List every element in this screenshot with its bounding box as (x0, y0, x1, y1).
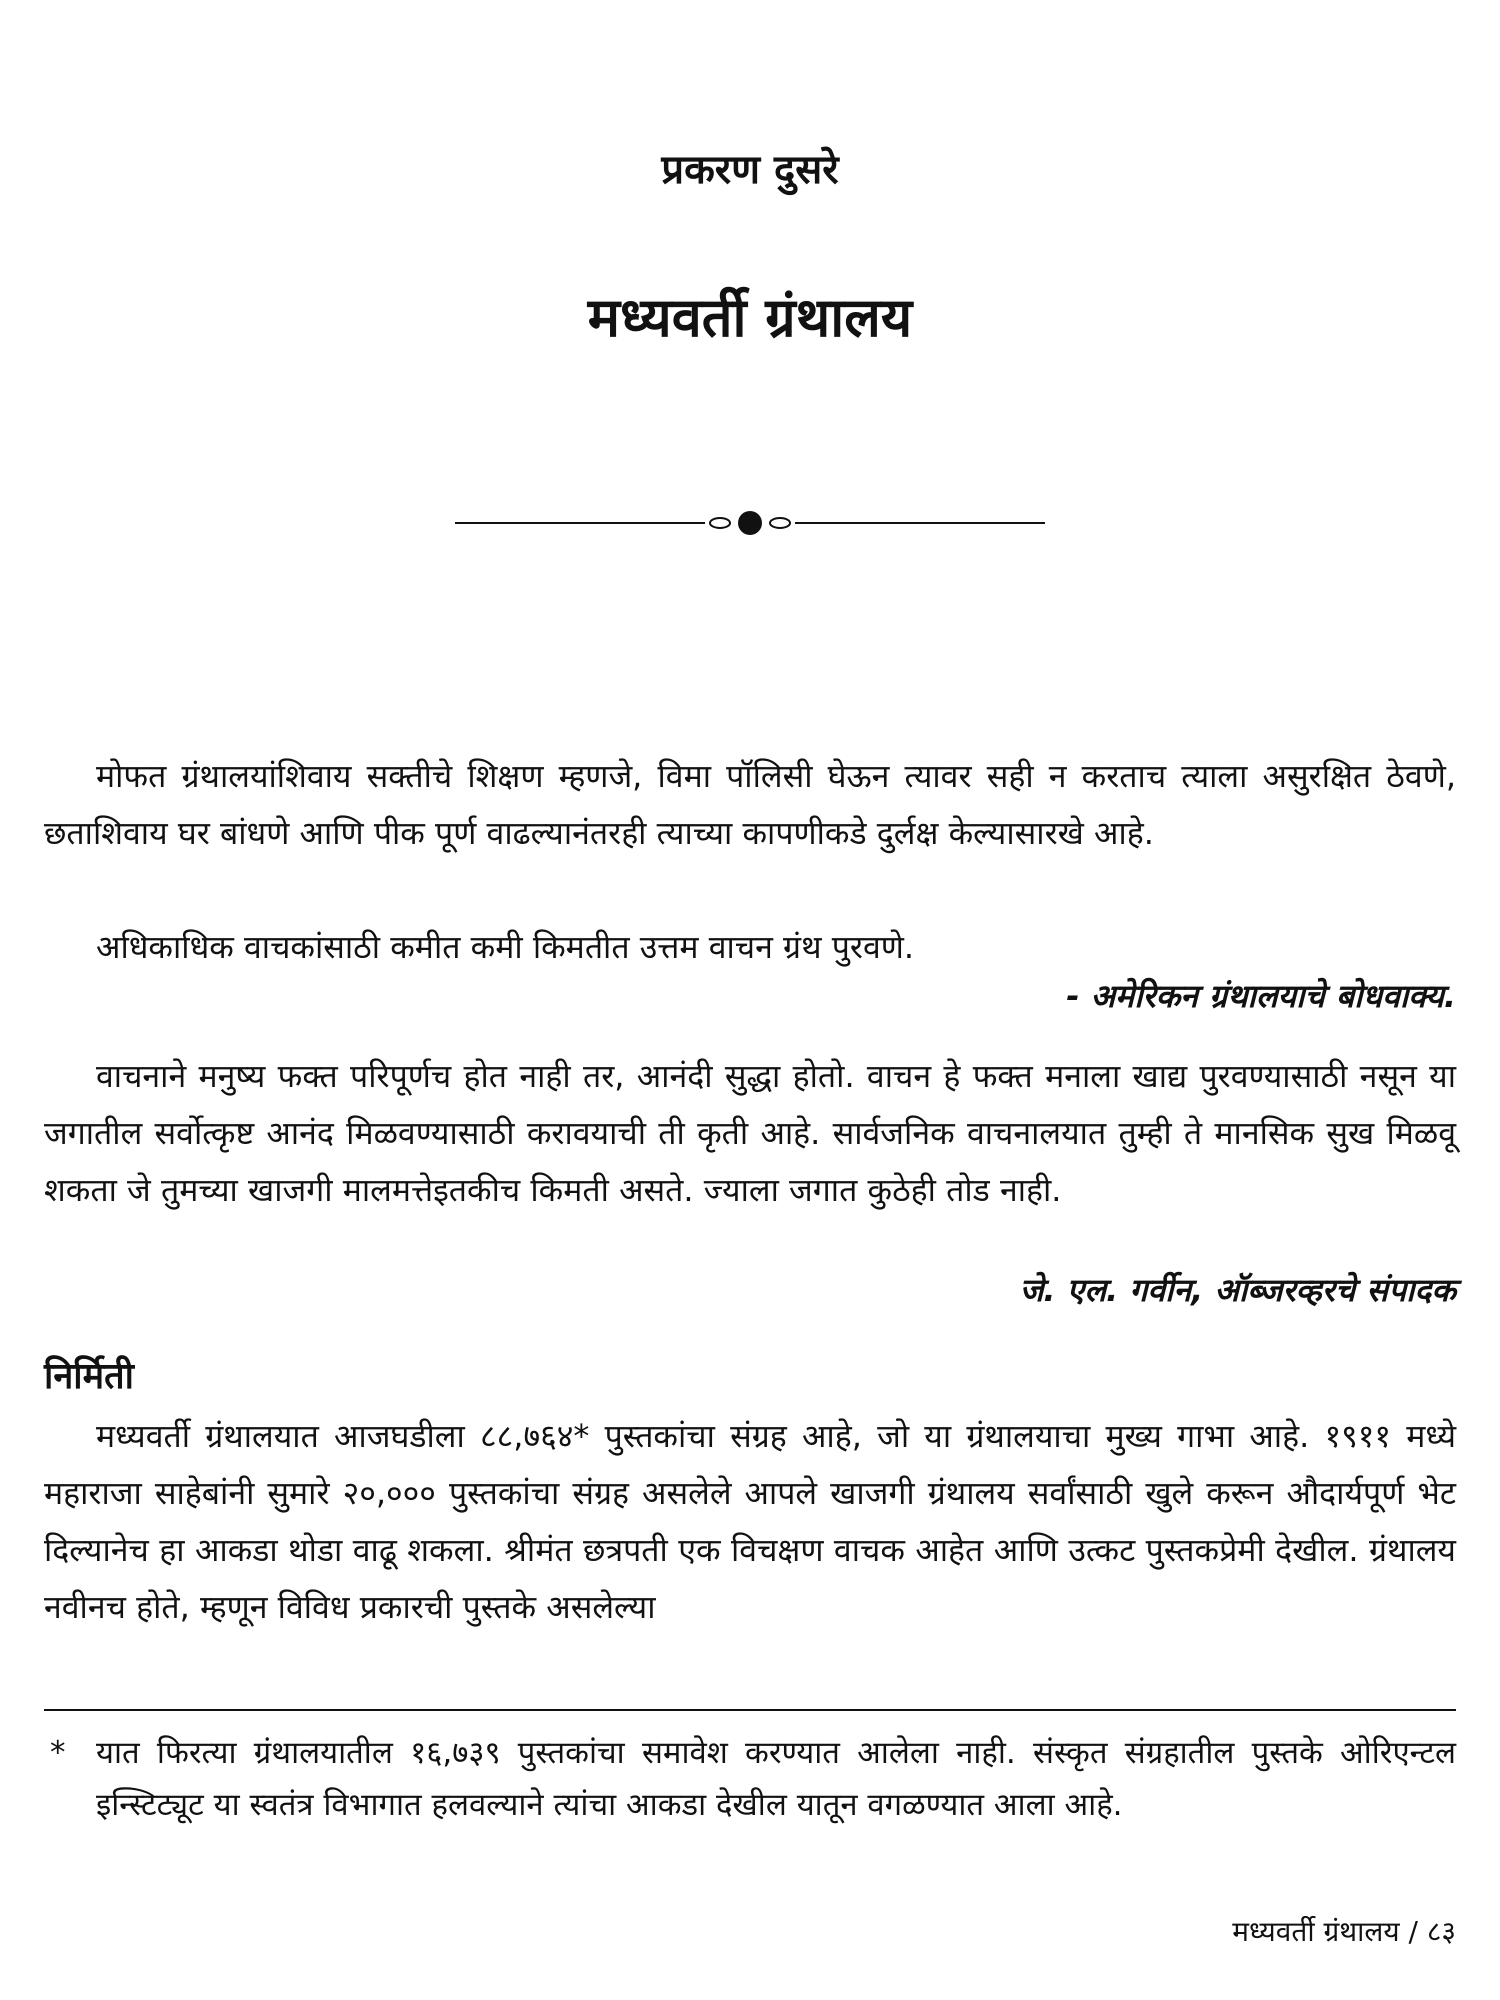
epigraph-1-paragraph-2: अधिकाधिक वाचकांसाठी कमीत कमी किमतीत उत्तम वाचन ग्रंथ पुरवणे. (96, 928, 915, 966)
footnote-marker: * (50, 1735, 66, 1771)
epigraph-1-attribution: - अमेरिकन ग्रंथालयाचे बोधवाक्य. (1066, 977, 1456, 1015)
footnote-divider (44, 1709, 1456, 1711)
chapter-title: मध्यवर्ती ग्रंथालय (587, 286, 913, 349)
section-paragraph: मध्यवर्ती ग्रंथालयात आजघडीला ८८,७६४* पुस्तकांचा संग्रह आहे, जो या ग्रंथालयाचा मुख्य गाभा आहे. १९११ मध्ये महाराजा साहेबांनी सुमारे २०,००० पुस्तकांचा संग्रह असलेले आपले खाजगी ग्रंथालय सर्वांसाठी खुले करून औदार्यपूर्ण भेट दिल्यानेच हा आकडा थोडा वाढू शकला. श्रीमंत छत्रपती एक विचक्षण वाचक आहेत आणि उत्कट पुस्तकप्रेमी देखील. ग्रंथालय नवीनच होते, म्हणून विविध प्रकारची पुस्तके असलेल्या (44, 1417, 1456, 1626)
epigraph-2-attribution: जे. एल. गर्वीन, ऑब्जरव्हरचे संपादक (1019, 1271, 1456, 1309)
epigraph-2-paragraph: वाचनाने मनुष्य फक्त परिपूर्णच होत नाही तर, आनंदी सुद्धा होतो. वाचन हे फक्त मनाला खाद्य पुरवण्यासाठी नसून या जगातील सर्वोत्कृष्ट आनंद मिळवण्यासाठी करावयाची ती कृती आहे. सार्वजनिक वाचनालयात तुम्ही ते मानसिक सुख मिळवू शकता जे तुमच्या खाजगी मालमत्तेइतकीच किमती असते. ज्याला जगात कुठेही तोड नाही. (44, 1057, 1456, 1209)
section-heading: निर्मिती (44, 1356, 135, 1397)
ornament-divider-icon (455, 508, 1045, 538)
footnote (50, 1727, 1456, 1831)
epigraph-1-paragraph-1: मोफत ग्रंथालयांशिवाय सक्तीचे शिक्षण म्हणजे, विमा पॉलिसी घेऊन त्यावर सही न करताच त्याला असुरक्षित ठेवणे, छताशिवाय घर बांधणे आणि पीक पूर्ण वाढल्यानंतरही त्याच्या कापणीकडे दुर्लक्ष केल्यासारखे आहे. (44, 757, 1456, 852)
running-footer: मध्यवर्ती ग्रंथालय / ८३ (1232, 1915, 1456, 1948)
footnote-text: यात फिरत्या ग्रंथालयातील १६,७३९ पुस्तकांचा समावेश करण्यात आलेला नाही. संस्कृत संग्रहातील पुस्तके ओरिएन्टल इन्स्टिट्यूट या स्वतंत्र विभागात हलवल्याने त्यांचा आकडा देखील यातून वगळण्यात आला आहे. (96, 1735, 1456, 1823)
chapter-label: प्रकरण दुसरे (661, 147, 839, 193)
